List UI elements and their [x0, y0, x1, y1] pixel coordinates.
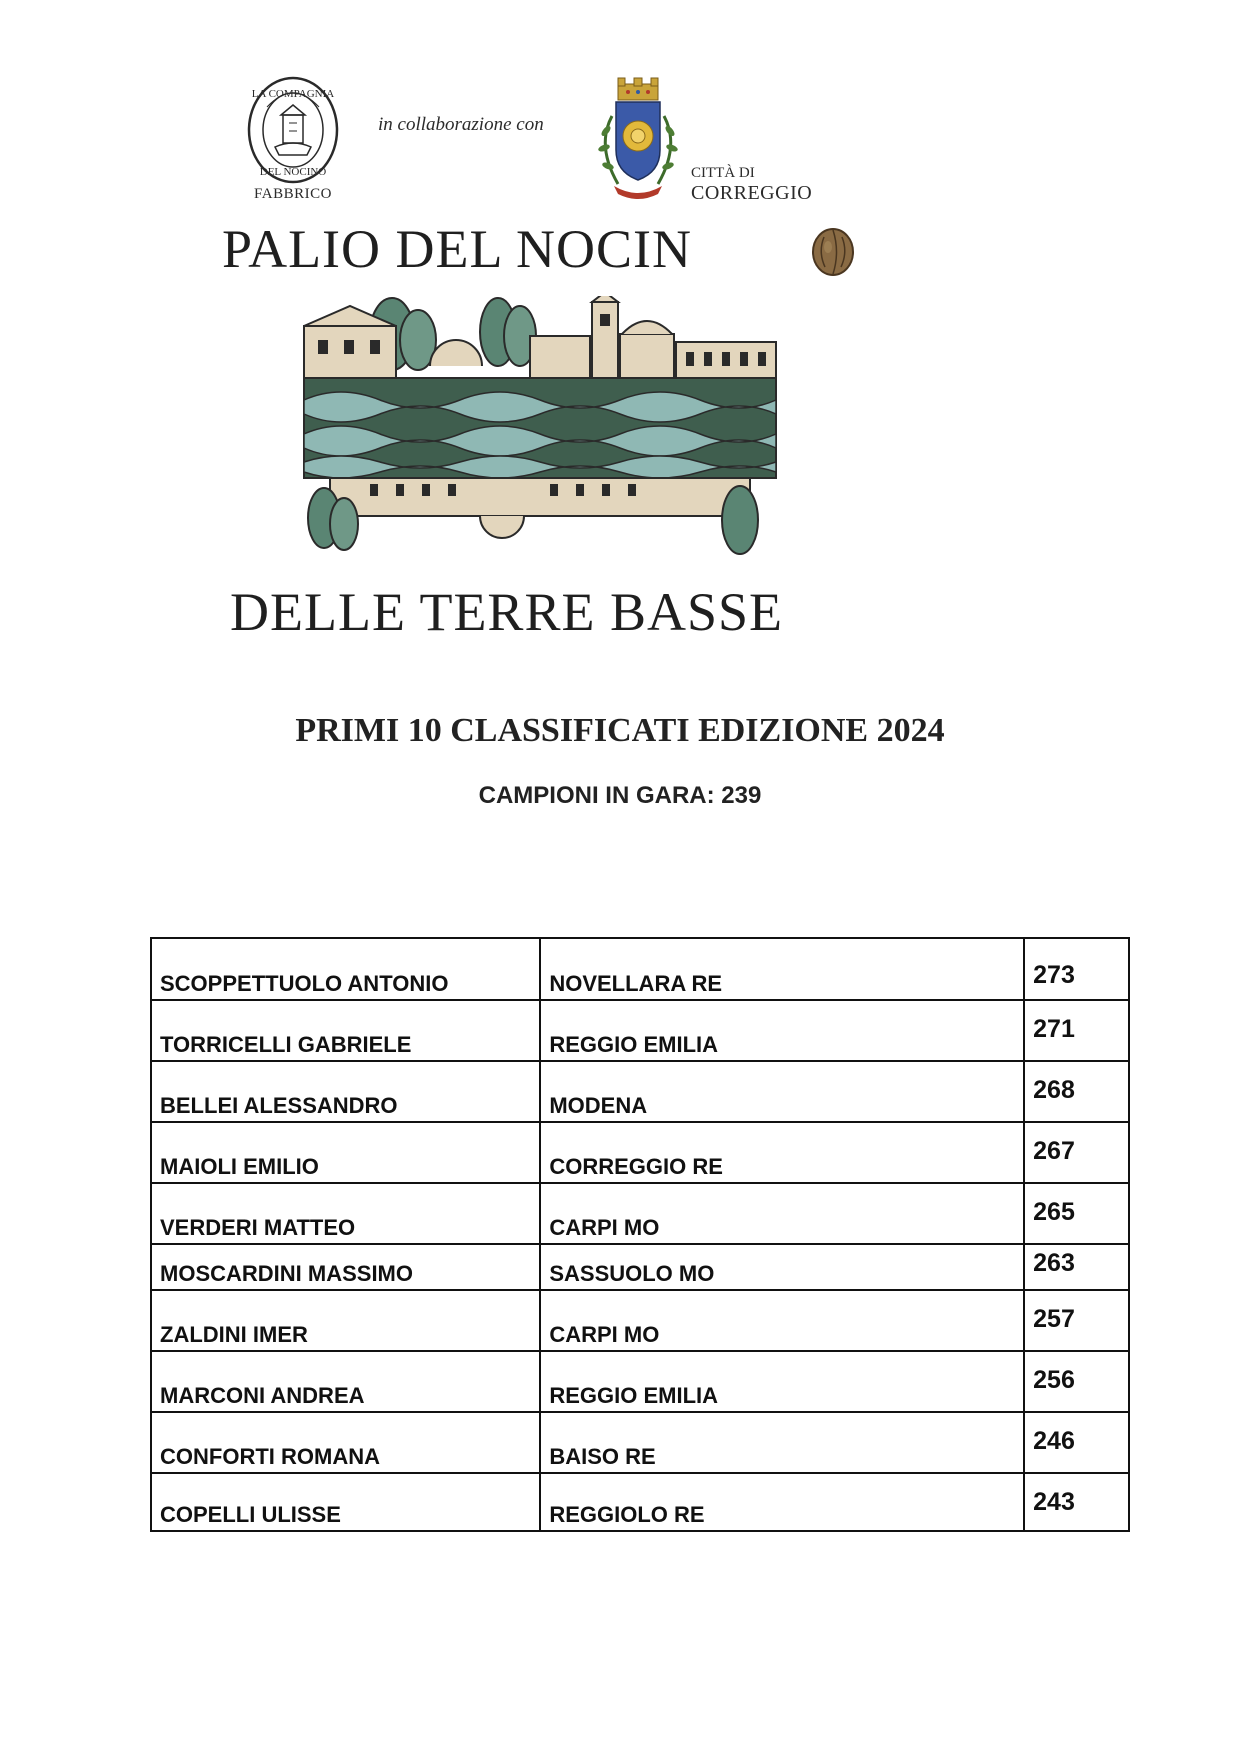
contestant-name: MARCONI ANDREA [151, 1351, 540, 1412]
contestant-city: REGGIO EMILIA [540, 1000, 1024, 1061]
contestant-city: SASSUOLO MO [540, 1244, 1024, 1290]
contestant-score: 268 [1024, 1061, 1129, 1122]
contestant-name: ZALDINI IMER [151, 1290, 540, 1351]
contestant-city: BAISO RE [540, 1412, 1024, 1473]
contestant-name: CONFORTI ROMANA [151, 1412, 540, 1473]
results-heading: PRIMI 10 CLASSIFICATI EDIZIONE 2024 [295, 712, 945, 749]
contestant-city: NOVELLARA RE [540, 938, 1024, 1000]
results-table [150, 937, 1130, 1532]
table-row [151, 938, 1129, 1000]
svg-text:DEL NOCINO: DEL NOCINO [259, 166, 327, 178]
contestant-name: TORRICELLI GABRIELE [151, 1000, 540, 1061]
table-row [151, 1412, 1129, 1473]
city-name: CORREGGIO [691, 182, 813, 204]
contestant-city: REGGIOLO RE [540, 1473, 1024, 1531]
contestant-score: 246 [1024, 1412, 1129, 1473]
table-row [151, 1000, 1129, 1061]
contestant-score: 267 [1024, 1122, 1129, 1183]
city-prefix: CITTÀ DI [691, 165, 755, 181]
town-river-illustration [300, 296, 780, 566]
contestant-score: 273 [1024, 938, 1129, 1000]
seal-caption: FABBRICO [254, 186, 332, 202]
contestant-score: 243 [1024, 1473, 1129, 1531]
palio-title: PALIO DEL NOCIN [222, 219, 692, 279]
contestant-city: REGGIO EMILIA [540, 1351, 1024, 1412]
contestant-score: 257 [1024, 1290, 1129, 1351]
correggio-crest-icon [584, 76, 692, 206]
contestant-name: VERDERI MATTEO [151, 1183, 540, 1244]
contestant-name: MOSCARDINI MASSIMO [151, 1244, 540, 1290]
contestant-city: MODENA [540, 1061, 1024, 1122]
contestant-city: CARPI MO [540, 1183, 1024, 1244]
collaboration-text: in collaborazione con [378, 114, 544, 135]
contestant-city: CARPI MO [540, 1290, 1024, 1351]
table-row [151, 1473, 1129, 1531]
contestant-score: 256 [1024, 1351, 1129, 1412]
table-row [151, 1183, 1129, 1244]
contestant-name: MAIOLI EMILIO [151, 1122, 540, 1183]
table-row [151, 1351, 1129, 1412]
table-row [151, 1061, 1129, 1122]
contestant-name: BELLEI ALESSANDRO [151, 1061, 540, 1122]
contestant-name: SCOPPETTUOLO ANTONIO [151, 938, 540, 1000]
walnut-icon [810, 225, 856, 277]
contestant-name: COPELLI ULISSE [151, 1473, 540, 1531]
table-row [151, 1122, 1129, 1183]
compagnia-del-nocino-seal [245, 75, 341, 185]
contestant-score: 263 [1024, 1244, 1129, 1290]
contestant-score: 265 [1024, 1183, 1129, 1244]
table-row [151, 1244, 1129, 1290]
svg-text:LA COMPAGNIA: LA COMPAGNIA [251, 88, 335, 100]
palio-subtitle: DELLE TERRE BASSE [230, 582, 784, 642]
table-row [151, 1290, 1129, 1351]
contestant-score: 271 [1024, 1000, 1129, 1061]
contestant-city: CORREGGIO RE [540, 1122, 1024, 1183]
entries-count: CAMPIONI IN GARA: 239 [478, 782, 762, 809]
